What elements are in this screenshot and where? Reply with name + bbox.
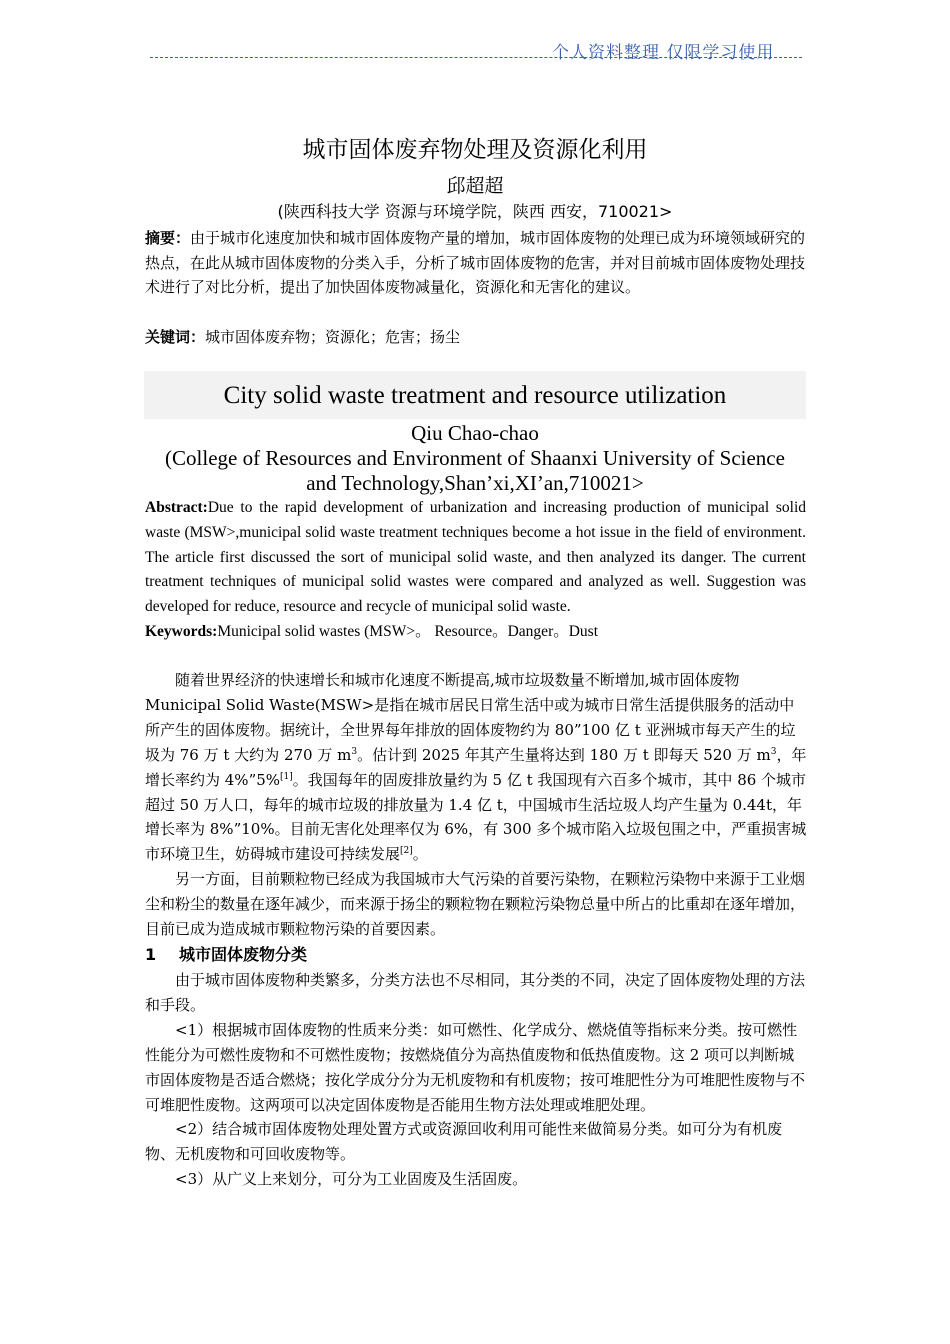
paragraph-text: 。	[412, 845, 428, 864]
citation-ref: [2]	[400, 846, 413, 857]
paragraph-text: 随着世界经济的快速增长和城市化速度不断提高,城市垃圾数量不断增加,城市固体废物Municipal Solid Waste(MSW>是指在城市居民日常生活中或为城市日常生活提供服务的活动中所产生的固体废物。据统计，全世界每年排放的固体废物约为 80”100 亿 t 亚洲城市每天产生的垃圾为 76 万 t 大约为 270 万 m	[145, 671, 796, 764]
chinese-keywords-text: 城市固体废弃物；资源化；危害；扬尘	[205, 328, 461, 346]
english-title: City solid waste treatment and resource utilization	[223, 382, 727, 409]
citation-ref: [1]	[280, 771, 293, 782]
paragraph-text: 。估计到 2025 年其产生量将达到 180 万 t 即每天 520 万 m	[357, 745, 771, 764]
paragraph-text: 。我国每年的固废排放量约为 5 亿 t 我国现有六百多个城市，其中 86 个城市超过 50 万人口，每年的城市垃圾的排放量为 1.4 亿 t，中国城市生活垃圾人均产生量为 0.44t，年增长率为 8%”10%。目前无害化处理率仅为 6%，有 300 多个城市陷入垃圾包围之中，严重损害城市环境卫生，妨碍城市建设可持续发展	[145, 770, 807, 864]
body-paragraph-3: 由于城市固体废物种类繁多，分类方法也不尽相同，其分类的不同，决定了固体废物处理的方法和手段。	[145, 970, 806, 1014]
chinese-title: 城市固体废弃物处理及资源化利用	[302, 137, 648, 163]
body-paragraph-2: 另一方面，目前颗粒物已经成为我国城市大气污染的首要污染物，在颗粒污染物中来源于工业烟尘和粉尘的数量在逐年减少，而来源于扬尘的颗粒物在颗粒污染物总量中所占的比重却在逐年增加，目前已成为造成城市颗粒物污染的首要因素。	[145, 870, 806, 939]
section-title: 城市固体废物分类	[179, 944, 308, 964]
english-abstract-label: Abstract:	[145, 499, 208, 516]
chinese-keywords	[145, 325, 807, 349]
body-paragraph-1	[145, 668, 807, 867]
chinese-abstract-text: 由于城市化速度加快和城市固体废物产量的增加，城市固体废物的处理已成为环境领域研究的热点，在此从城市固体废物的分类入手，分析了城市固体废物的危害，并对目前城市固体废物处理技术进行了对比分析，提出了加快固体废物减量化，资源化和无害化的建议。	[145, 229, 806, 297]
superscript: 3	[770, 746, 777, 757]
superscript: 3	[351, 746, 358, 757]
english-affiliation-line2: and Technology,Shan’xi,XI’an,710021>	[306, 471, 644, 495]
english-keywords-label: Keywords:	[145, 623, 218, 640]
body-text	[145, 668, 807, 1192]
chinese-affiliation: (陕西科技大学 资源与环境学院，陕西 西安，710021>	[277, 202, 673, 221]
english-keywords-text: Municipal solid wastes (MSW>。 Resource。Danger。Dust	[217, 623, 599, 640]
english-abstract-text: Due to the rapid development of urbanization and increasing production of municipal solid waste (MSW>,municipal solid waste treatment techniques become a hot issue in the field of environment. The article first discussed the sort of municipal solid waste, and then analyzed its danger. The current treatment techniques of municipal solid wastes were compared and analyzed as well. Suggestion was developed for reduce, resource and recycle of municipal solid waste.	[145, 499, 806, 616]
body-paragraph-6: <3）从广义上来划分，可分为工业固废及生活固废。	[175, 1170, 528, 1189]
english-abstract	[145, 496, 806, 620]
chinese-abstract	[145, 226, 807, 300]
paragraph-text: ，年增长率约为 4%”5%	[145, 745, 807, 789]
english-affiliation-line1: (College of Resources and Environment of Shaanxi University of Science	[165, 446, 785, 470]
section-number: 1	[145, 944, 157, 964]
english-affiliation	[145, 446, 805, 496]
body-paragraph-4: <1）根据城市固体废物的性质来分类：如可燃性、化学成分、燃烧值等指标来分类。按可燃性性能分为可燃性废物和不可燃性废物；按燃烧值分为高热值废物和低热值废物。这 2 项可以判断城市固体废物是否适合燃烧；按化学成分分为无机废物和有机废物；按可堆肥性分为可堆肥性废物与不可堆肥性废物。这两项可以决定固体废物是否能用生物方法处理或堆肥处理。	[145, 1020, 806, 1114]
header-rule	[150, 57, 802, 58]
chinese-abstract-label: 摘要：	[145, 229, 191, 247]
chinese-author: 邱超超	[446, 175, 504, 197]
section-heading-1	[145, 942, 807, 968]
english-author: Qiu Chao-chao	[411, 421, 539, 445]
body-paragraph-5: <2）结合城市固体废物处理处置方式或资源回收利用可能性来做简易分类。如可分为有机废物、无机废物和可回收废物等。	[145, 1120, 783, 1164]
header-note: 个人资料整理 仅限学习使用	[552, 43, 775, 63]
chinese-keywords-label: 关键词：	[145, 328, 206, 346]
english-keywords	[145, 620, 806, 644]
